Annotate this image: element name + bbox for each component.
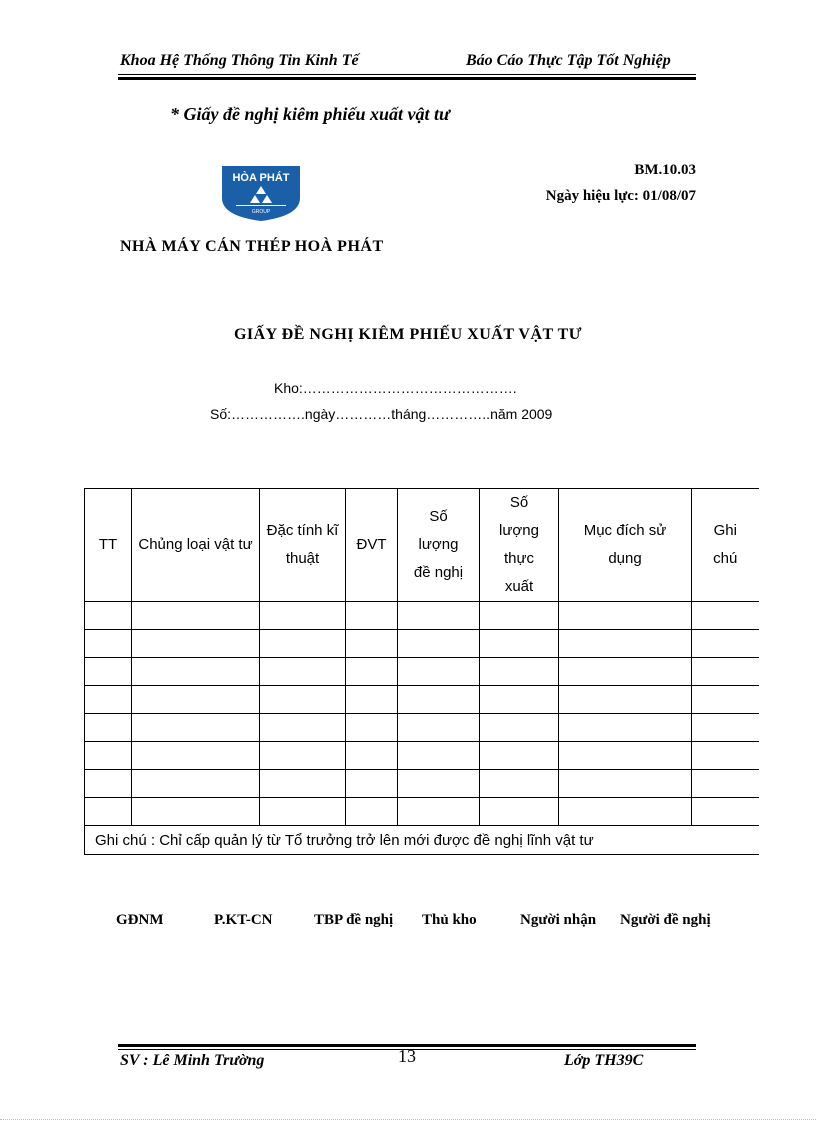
header-report-title: Báo Cáo Thực Tập Tốt Nghiệp	[466, 52, 671, 69]
number-date-field: Số:…………….ngày…………tháng…………..năm 2009	[210, 406, 553, 422]
header-requested-qty: Số lượng đề nghị	[398, 489, 480, 602]
svg-text:GROUP: GROUP	[251, 209, 271, 215]
document-code: BM.10.03	[634, 162, 696, 178]
svg-text:HÒA PHÁT: HÒA PHÁT	[232, 172, 290, 184]
header-tt: TT	[85, 489, 132, 602]
section-title: * Giấy đề nghị kiêm phiếu xuất vật tư	[170, 104, 450, 124]
effective-date: Ngày hiệu lực: 01/08/07	[545, 188, 696, 204]
table-note-row	[85, 826, 759, 855]
hoa-phat-logo	[220, 164, 302, 222]
table-row	[85, 686, 759, 714]
header-note: Ghi chú	[692, 489, 759, 602]
table-header-row	[85, 489, 759, 602]
header-material-type: Chủng loại vật tư	[132, 489, 260, 602]
table-row	[85, 798, 759, 826]
signature-director: GĐNM	[116, 912, 164, 928]
table-row	[85, 714, 759, 742]
table-row	[85, 602, 759, 630]
request-table	[84, 488, 759, 855]
header-purpose: Mục đích sử dụng	[559, 489, 692, 602]
table-row	[85, 658, 759, 686]
table-row	[85, 742, 759, 770]
footer-class: Lớp TH39C	[564, 1052, 644, 1069]
header-unit: ĐVT	[346, 489, 398, 602]
header-faculty: Khoa Hệ Thống Thông Tin Kinh Tế	[120, 52, 359, 69]
signature-storekeeper: Thủ kho	[422, 912, 477, 928]
table-row	[85, 770, 759, 798]
form-title: GIẤY ĐỀ NGHỊ KIÊM PHIẾU XUẤT VẬT TƯ	[233, 326, 583, 343]
signature-receiver: Người nhận	[520, 912, 597, 928]
header-divider	[118, 74, 696, 80]
signature-requester: Người đề nghị	[620, 912, 711, 928]
page-number: 13	[398, 1046, 416, 1066]
header-actual-qty: Số lượng thực xuất	[480, 489, 559, 602]
signature-tech-dept: P.KT-CN	[214, 912, 273, 928]
table-row	[85, 630, 759, 658]
warehouse-field: Kho:……………………………………….	[274, 380, 517, 396]
header-specification: Đặc tính kĩ thuật	[260, 489, 346, 602]
footer-student: SV : Lê Minh Trường	[120, 1052, 265, 1069]
table-note: Ghi chú : Chỉ cấp quản lý từ Tổ trưởng trở lên mới được đề nghị lĩnh vật tư	[85, 826, 759, 855]
page-edge	[0, 1119, 816, 1120]
signature-requesting-dept: TBP đề nghị	[314, 912, 394, 928]
factory-name: NHÀ MÁY CÁN THÉP HOÀ PHÁT	[120, 238, 384, 255]
